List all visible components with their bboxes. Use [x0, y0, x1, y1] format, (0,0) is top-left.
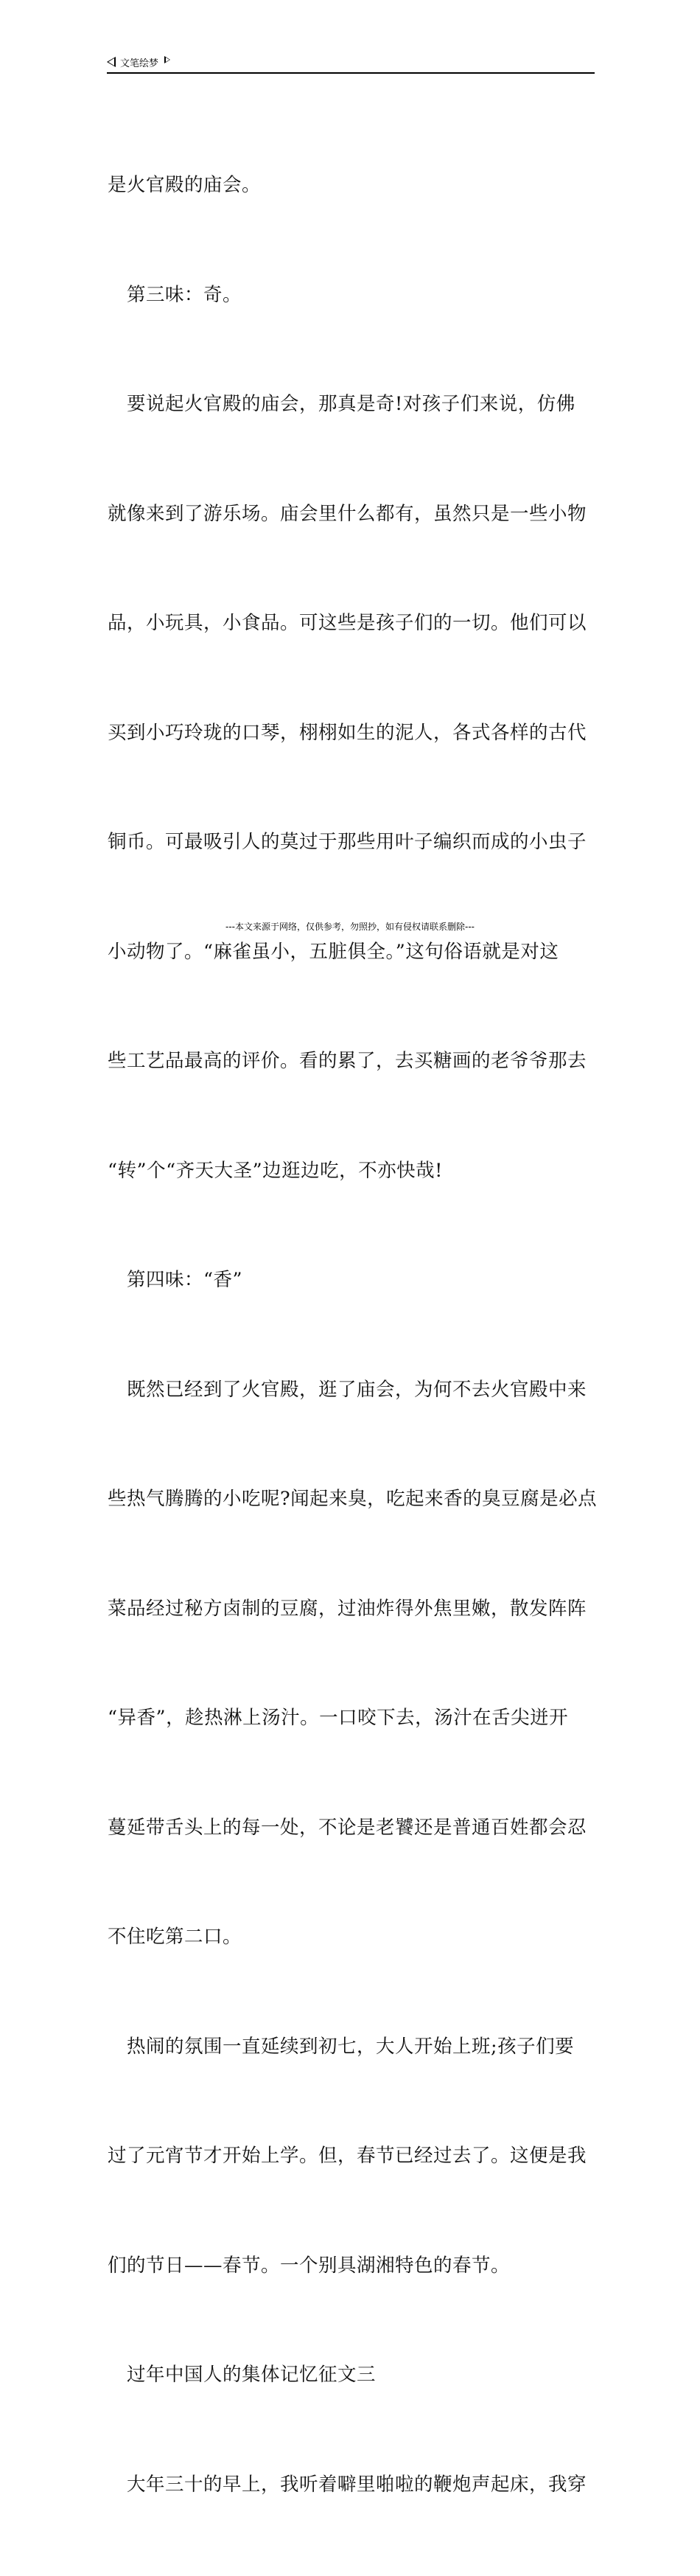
text-line-8: 小动物了。“麻雀虽小，五脏俱全。”这句俗语就是对这 — [108, 940, 559, 963]
text-line-19: 过了元宵节才开始上学。但，春节已经过去了。这便是我 — [108, 2145, 587, 2167]
text-line-22: 大年三十的早上，我听着噼里啪啦的鞭炮声起床，我穿 — [108, 2473, 587, 2496]
text-block — [108, 94, 597, 2576]
text-line-2: 第三味：奇。 — [108, 283, 242, 306]
triangle-right-icon — [164, 56, 170, 63]
document-body — [108, 94, 597, 2576]
page-header — [107, 53, 595, 74]
text-line-15: “异香”，趁热淋上汤汁。一口咬下去，汤汁在舌尖迸开 — [108, 1707, 569, 1729]
triangle-left-icon — [107, 57, 116, 67]
text-line-13: 些热气腾腾的小吃呢?闻起来臭，吃起来香的臭豆腐是必点 — [108, 1488, 598, 1510]
header-inner — [107, 53, 170, 71]
text-line-20: 们的节日——春节。一个别具湖湘特色的春节。 — [108, 2254, 511, 2277]
text-line-17: 不住吃第二口。 — [108, 1926, 242, 1948]
text-line-11: 第四味：“香” — [108, 1269, 243, 1291]
text-line-10: “转”个“齐天大圣”边逛边吃，不亦快哉! — [108, 1159, 443, 1182]
header-title: 文笔绘梦 — [120, 58, 159, 69]
text-line-18: 热闹的氛围一直延续到初七，大人开始上班;孩子们要 — [108, 2035, 575, 2058]
text-line-9: 些工艺品最高的评价。看的累了，去买糖画的老爷爷那去 — [108, 1050, 587, 1072]
text-line-21: 过年中国人的集体记忆征文三 — [108, 2364, 377, 2386]
text-line-4: 就像来到了游乐场。庙会里什么都有，虽然只是一些小物 — [108, 502, 587, 525]
text-line-7: 铜币。可最吸引人的莫过于那些用叶子编织而成的小虫子 — [108, 831, 587, 853]
text-line-6: 买到小巧玲珑的口琴，栩栩如生的泥人，各式各样的古代 — [108, 721, 587, 744]
text-line-5: 品，小玩具，小食品。可这些是孩子们的一切。他们可以 — [108, 612, 587, 634]
text-line-14: 菜品经过秘方卤制的豆腐，过油炸得外焦里嫩，散发阵阵 — [108, 1597, 587, 1620]
footer-disclaimer: ---本文来源于网络，仅供参考，勿照抄，如有侵权请联系删除--- — [225, 922, 475, 932]
text-line-16: 蔓延带舌头上的每一处，不论是老饕还是普通百姓都会忍 — [108, 1816, 587, 1839]
text-line-1: 是火官殿的庙会。 — [108, 174, 262, 196]
text-line-12: 既然已经到了火官殿，逛了庙会，为何不去火官殿中来 — [108, 1378, 587, 1401]
text-line-3: 要说起火官殿的庙会，那真是奇!对孩子们来说，仿佛 — [108, 393, 575, 415]
